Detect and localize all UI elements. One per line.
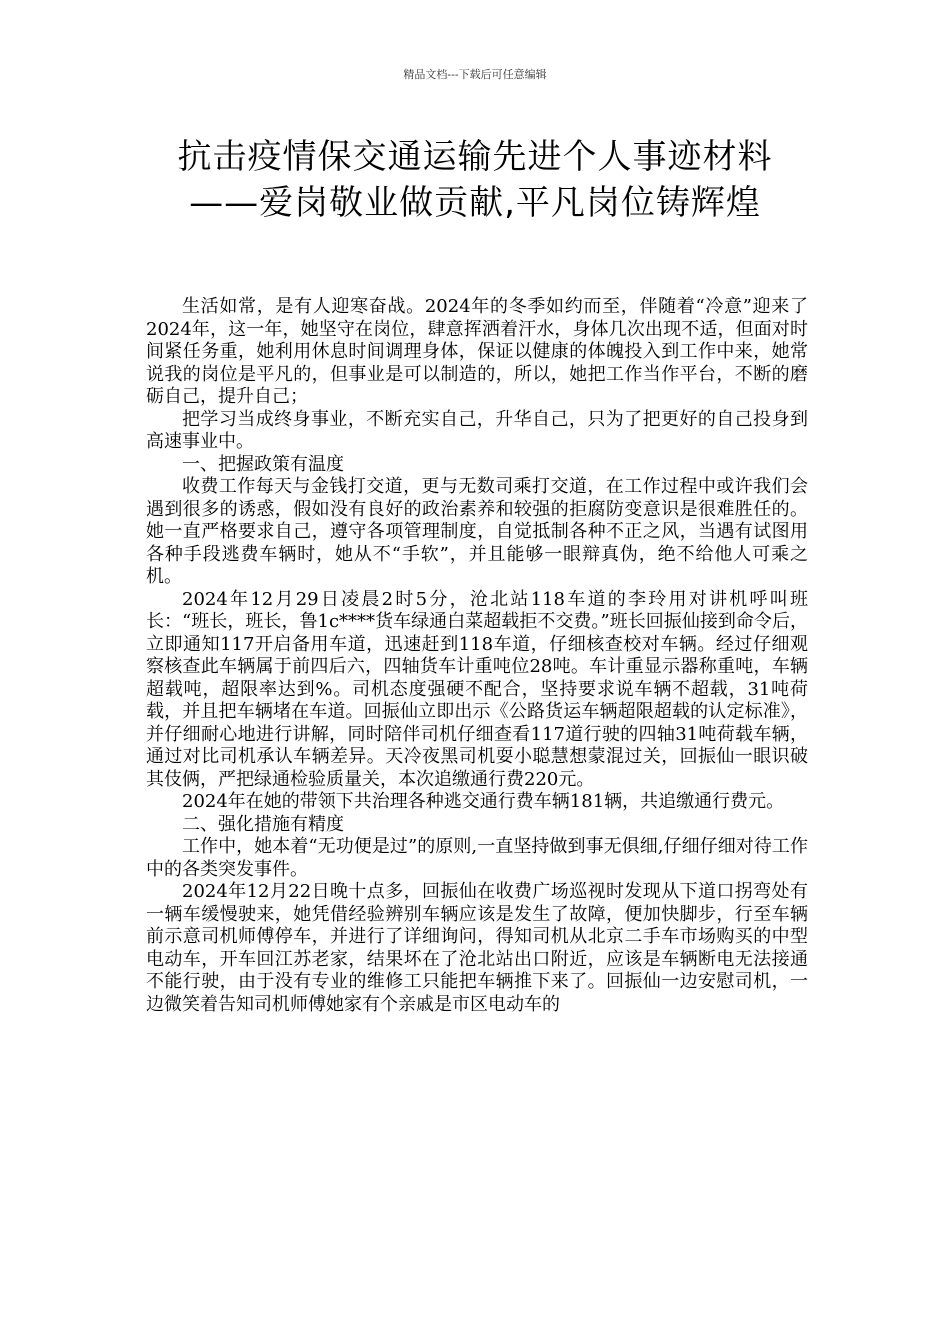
paragraph-case-1: 2024年12月29日凌晨2时5分，沧北站118车道的李玲用对讲机呼叫班长：“班长，班长，鲁1c****货车绿通白菜超载拒不交费。”班长回振仙接到命令后，立即通知117开启备用车道，迅速赶到118车道，仔细核查校对车辆。经过仔细观察核查此车辆属于前四后六，四轴货车计重吨位28吨。车计重显示器称重吨，车辆超载吨，超限率达到%。司机态度强硬不配合，坚持要求说车辆不超载，31吨荷载，并且把车辆堵在车道。回振仙立即出示《公路货运车辆超限超载的认定标准》，并仔细耐心地进行讲解，同时陪伴司机仔细查看117道行驶的四轴31吨荷载车辆，通过对比司机承认车辆差异。天冷夜黑司机耍小聪慧想蒙混过关，回振仙一眼识破其伎俩，严把绿通检验质量关，本次追缴通行费220元。 (146, 588, 808, 790)
paragraph-intro: 生活如常，是有人迎寒奋战。2024年的冬季如约而至，伴随着“冷意”迎来了2024年，这一年，她坚守在岗位，肆意挥洒着汗水，身体几次出现不适，但面对时间紧任务重，她利用休息时间调理身体，保证以健康的体魄投入到工作中来，她常说我的岗位是平凡的，但事业是可以制造的，所以，她把工作当作平台，不断的磨砺自己，提升自己； (146, 296, 808, 407)
paragraph-policy: 收费工作每天与金钱打交道，更与无数司乘打交道，在工作过程中或许我们会遇到很多的诱惑，假如没有良好的政治素养和较强的拒腐防变意识是很难胜任的。她一直严格要求自己，遵守各项管理制度，自觉抵制各种不正之风，当遇有试图用各种手段逃费车辆时，她从不“手软”，并且能够一眼辩真伪，绝不给他人可乘之机。 (146, 476, 808, 587)
paragraph-study: 把学习当成终身事业，不断充实自己，升华自己，只为了把更好的自己投身到高速事业中。 (146, 408, 808, 452)
document-body (146, 296, 808, 1016)
document-title (0, 134, 950, 226)
title-line-2: ——爱岗敬业做贡献,平凡岗位铸辉煌 (189, 183, 761, 223)
paragraph-principle: 工作中，她本着“无功便是过”的原则,一直坚持做到事无俱细,仔细仔细对待工作中的各类突发事件。 (146, 836, 808, 880)
section-heading-1: 一、把握政策有温度 (182, 453, 344, 475)
title-line-1: 抗击疫情保交通运输先进个人事迹材料 (177, 137, 773, 177)
paragraph-summary: 2024年在她的带领下共治理各种逃交通行费车辆181辆，共追缴通行费元。 (182, 791, 785, 812)
section-heading-2: 二、强化措施有精度 (182, 813, 344, 835)
paragraph-case-2: 2024年12月22日晚十点多，回振仙在收费广场巡视时发现从下道口拐弯处有一辆车缓慢驶来，她凭借经验辨别车辆应该是发生了故障，便加快脚步，行至车辆前示意司机师傅停车，并进行了详细询问，得知司机从北京二手车市场购买的中型电动车，开车回江苏老家，结果坏在了沧北站出口附近，应该是车辆断电无法接通不能行驶，由于没有专业的维修工只能把车辆推下来了。回振仙一边安慰司机，一边微笑着告知司机师傅她家有个亲戚是市区电动车的 (146, 881, 808, 1015)
header-note: 精品文档---下载后可任意编辑 (403, 68, 547, 81)
